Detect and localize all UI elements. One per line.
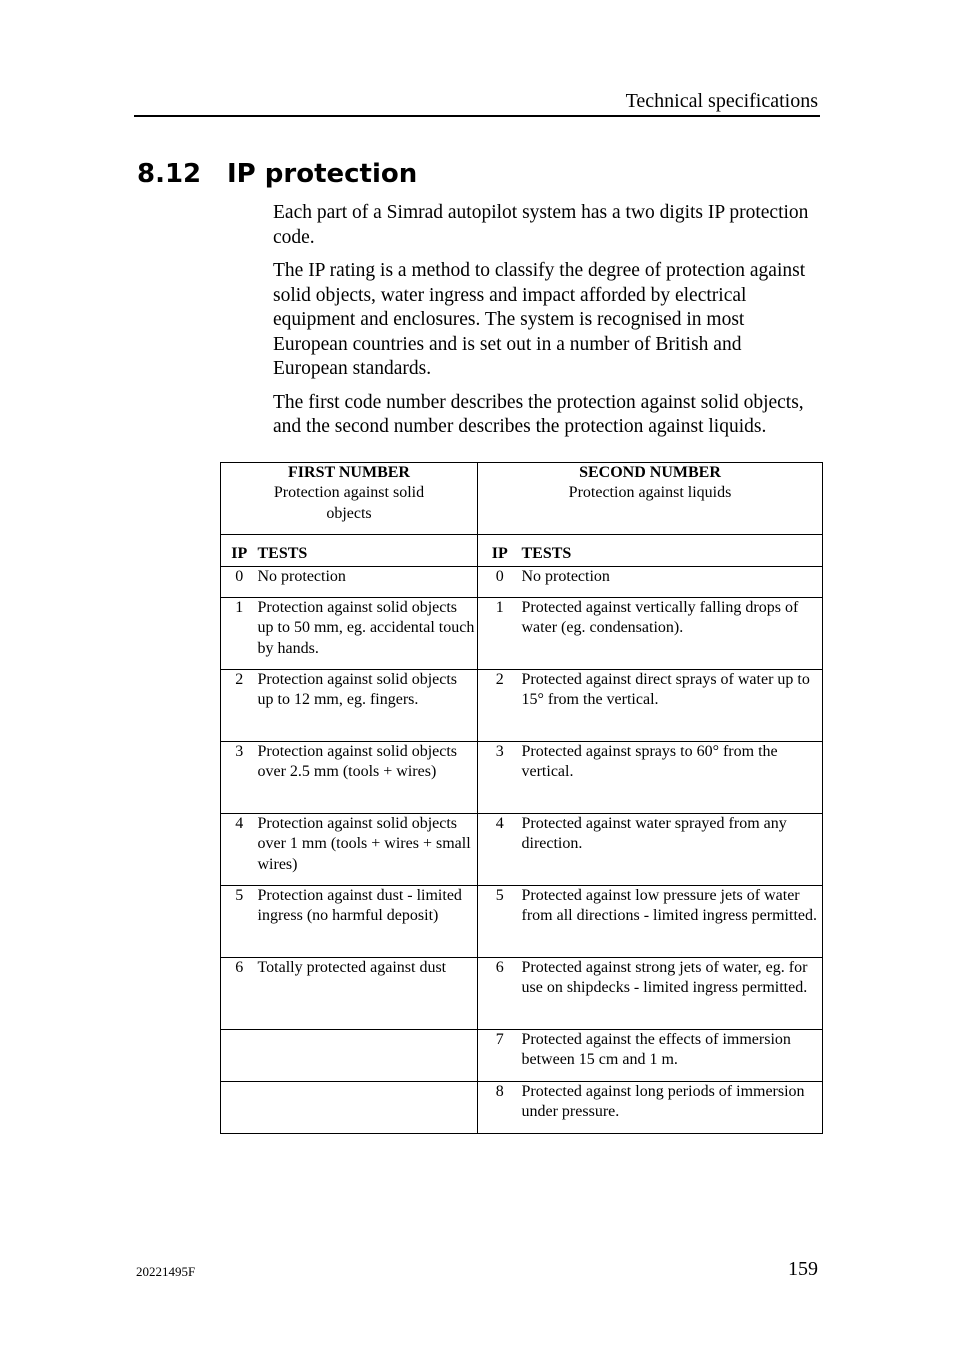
ip-second-digit: 4 — [478, 814, 522, 886]
second-number-subtitle: Protection against liquids — [568, 484, 732, 502]
second-digit-test: No protection — [522, 567, 823, 598]
second-digit-test: Protected against direct sprays of water up to 15° from the vertical. — [522, 670, 823, 742]
table-row — [221, 814, 823, 886]
second-digit-test: Protected against vertically falling drops of water (eg. condensation). — [522, 598, 823, 670]
body-text — [273, 201, 818, 449]
ip-first-digit: 0 — [221, 567, 258, 598]
paragraph: The IP rating is a method to classify the degree of protection against solid objects, water ingress and impact afforded by electrical equipment and enclosures. The system is recognised in most European countries and is set out in a number of British and European standards. — [273, 260, 806, 379]
ip-first-digit: 2 — [221, 670, 258, 742]
table-row — [221, 598, 823, 670]
table-group-header — [221, 463, 823, 535]
ip-second-digit: 7 — [478, 1030, 522, 1082]
ip-second-digit: 8 — [478, 1082, 522, 1134]
section-number: 8.12 — [137, 159, 202, 189]
first-digit-test: Totally protected against dust — [258, 958, 478, 1030]
ip-first-digit: 3 — [221, 742, 258, 814]
second-digit-test: Protected against sprays to 60° from the vertical. — [522, 742, 823, 814]
first-digit-test: Protection against dust - limited ingress (no harmful deposit) — [258, 886, 478, 958]
first-digit-test: No protection — [258, 567, 478, 598]
table-row — [221, 670, 823, 742]
page-number: 159 — [788, 1258, 818, 1280]
first-number-header — [221, 463, 478, 535]
ip-second-digit: 1 — [478, 598, 522, 670]
empty-first-digit-cell — [221, 1082, 478, 1134]
table-row — [221, 567, 823, 598]
table-row — [221, 958, 823, 1030]
second-number-header — [478, 463, 823, 535]
empty-first-digit-cell — [221, 1030, 478, 1082]
ip-second-digit: 2 — [478, 670, 522, 742]
ip-column-header: IP — [478, 535, 522, 567]
header-rule — [134, 115, 820, 117]
first-number-title: FIRST NUMBER — [288, 464, 410, 481]
ip-first-digit: 5 — [221, 886, 258, 958]
paragraph: The first code number describes the protection against solid objects, and the second number describes the protection against liquids. — [273, 391, 804, 437]
ip-second-digit: 3 — [478, 742, 522, 814]
first-digit-test: Protection against solid objects up to 50 mm, eg. accidental touch by hands. — [258, 598, 478, 670]
tests-column-header: TESTS — [258, 535, 478, 567]
second-digit-test: Protected against water sprayed from any direction. — [522, 814, 823, 886]
first-number-subtitle: Protection against solid objects — [273, 484, 425, 522]
ip-first-digit: 1 — [221, 598, 258, 670]
section-heading — [137, 155, 417, 193]
ip-second-digit: 0 — [478, 567, 522, 598]
running-header: Technical specifications — [625, 90, 818, 112]
table-row — [221, 742, 823, 814]
table-row — [221, 886, 823, 958]
ip-first-digit: 6 — [221, 958, 258, 1030]
tests-column-header: TESTS — [522, 535, 823, 567]
section-title: IP protection — [227, 159, 418, 189]
table-column-header — [221, 535, 823, 567]
ip-second-digit: 5 — [478, 886, 522, 958]
first-digit-test: Protection against solid objects up to 12 mm, eg. fingers. — [258, 670, 478, 742]
first-digit-test: Protection against solid objects over 1 mm (tools + wires + small wires) — [258, 814, 478, 886]
ip-protection-table — [220, 462, 823, 1134]
second-digit-test: Protected against the effects of immersion between 15 cm and 1 m. — [522, 1030, 823, 1082]
ip-first-digit: 4 — [221, 814, 258, 886]
table-row — [221, 1082, 823, 1134]
ip-second-digit: 6 — [478, 958, 522, 1030]
first-digit-test: Protection against solid objects over 2.5 mm (tools + wires) — [258, 742, 478, 814]
second-digit-test: Protected against low pressure jets of water from all directions - limited ingress permitted. — [522, 886, 823, 958]
table-row — [221, 1030, 823, 1082]
document-number: 20221495F — [136, 1264, 196, 1279]
paragraph: Each part of a Simrad autopilot system has a two digits IP protection code. — [273, 202, 809, 248]
second-digit-test: Protected against long periods of immersion under pressure. — [522, 1082, 823, 1134]
second-digit-test: Protected against strong jets of water, eg. for use on shipdecks - limited ingress permitted. — [522, 958, 823, 1030]
ip-column-header: IP — [221, 535, 258, 567]
second-number-title: SECOND NUMBER — [579, 464, 721, 481]
